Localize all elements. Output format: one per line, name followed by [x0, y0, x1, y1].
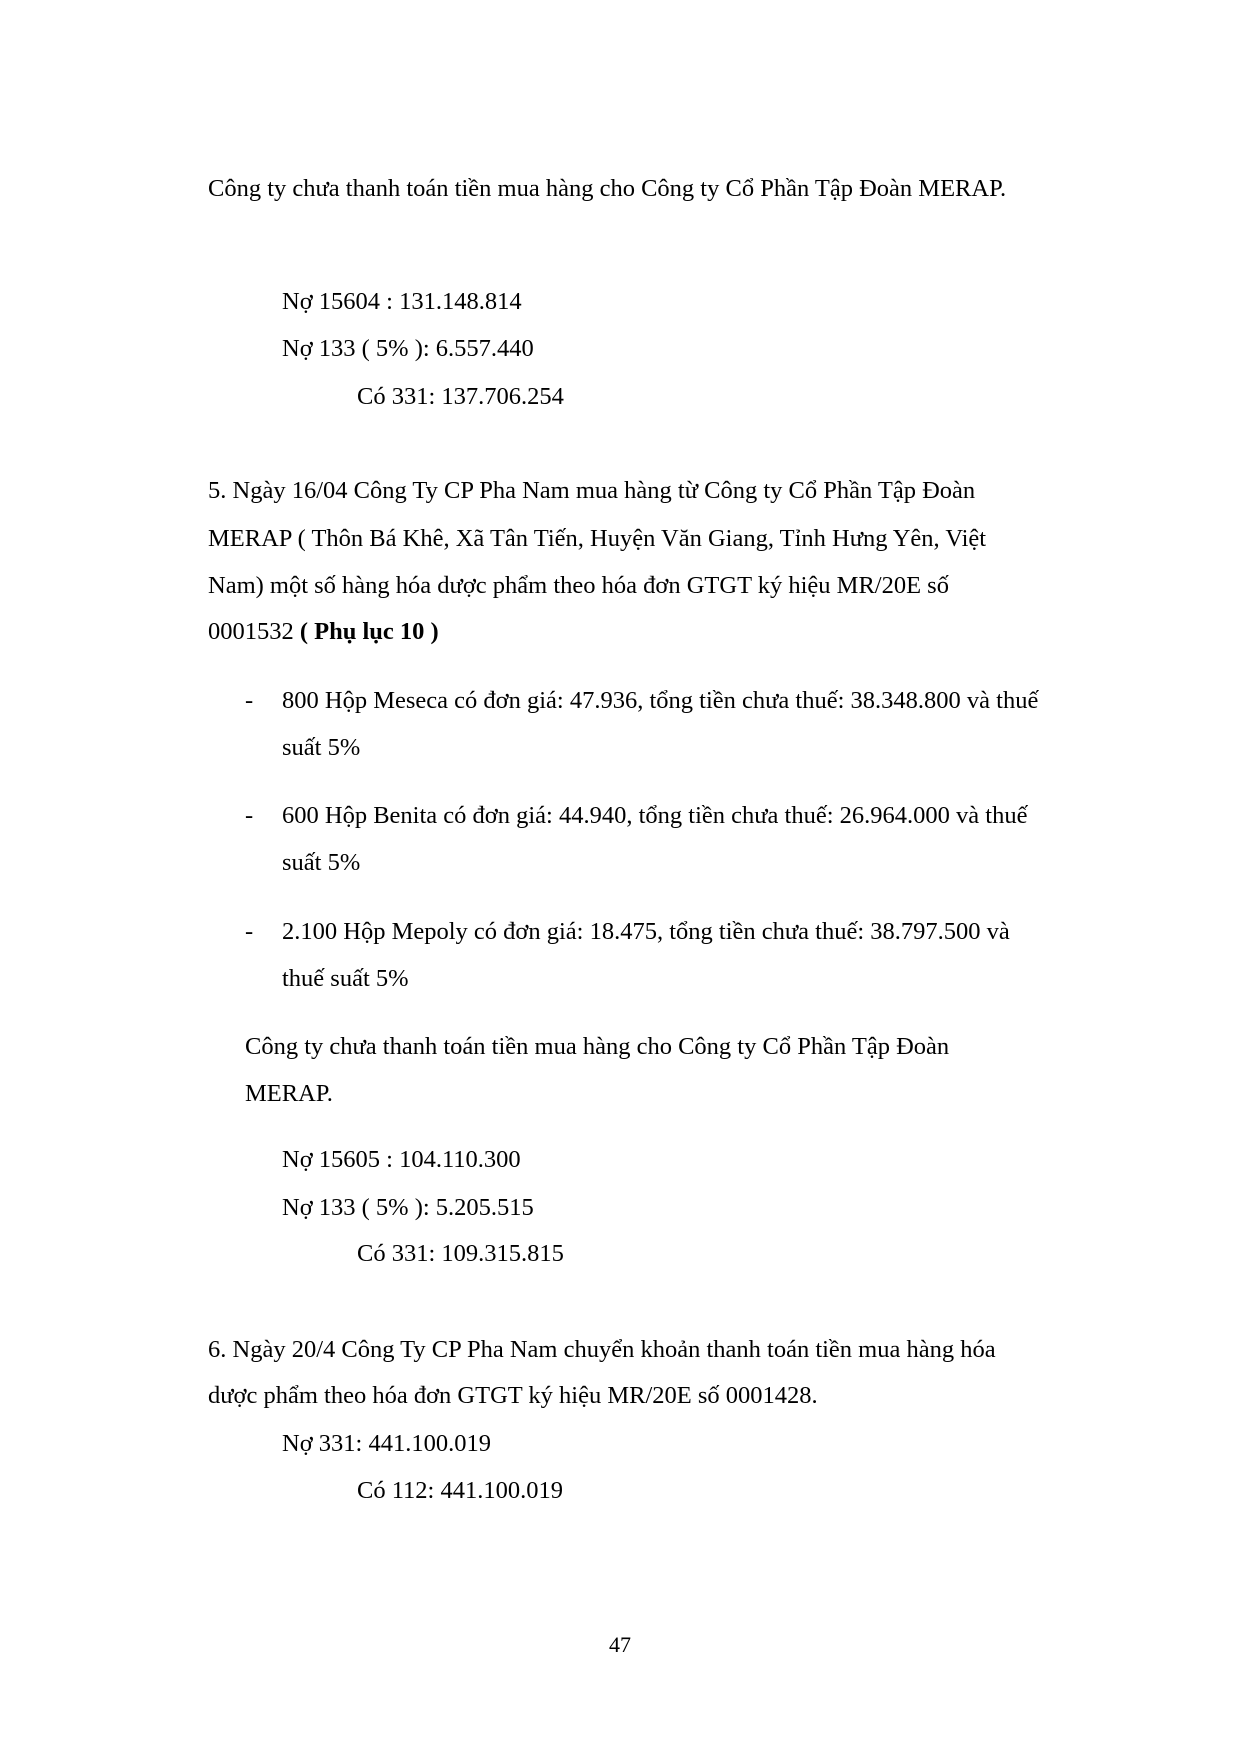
prev-entry-debit-133: Nợ 133 ( 5% ): 6.557.440 — [282, 335, 534, 362]
item5-line-4 — [208, 620, 439, 645]
prev-entry-debit-15604: Nợ 15604 : 131.148.814 — [282, 288, 522, 315]
item5-entry-credit-331: Có 331: 109.315.815 — [357, 1240, 564, 1267]
item5-entry-debit-15605: Nợ 15605 : 104.110.300 — [282, 1146, 521, 1173]
bullet-benita-line-2: suất 5% — [282, 849, 361, 876]
bullet-marker: - — [245, 918, 254, 945]
appendix-reference: ( Phụ lục 10 ) — [299, 618, 439, 645]
item5-summary-line-1: Công ty chưa thanh toán tiền mua hàng cho Công ty Cổ Phần Tập Đoàn — [245, 1033, 950, 1060]
prev-summary-text: Công ty chưa thanh toán tiền mua hàng cho Công ty Cổ Phần Tập Đoàn MERAP. — [208, 175, 1007, 202]
item6-line-1: 6. Ngày 20/4 Công Ty CP Pha Nam chuyển khoản thanh toán tiền mua hàng hóa — [208, 1336, 996, 1363]
bullet-meseca-line-1: 800 Hộp Meseca có đơn giá: 47.936, tổng tiền chưa thuế: 38.348.800 và thuế — [282, 687, 1039, 714]
item6-entry-debit-331: Nợ 331: 441.100.019 — [282, 1430, 491, 1457]
prev-entry-credit-331: Có 331: 137.706.254 — [357, 383, 564, 410]
item5-line-3: Nam) một số hàng hóa dược phẩm theo hóa đơn GTGT ký hiệu MR/20E số — [208, 572, 949, 599]
item5-entry-debit-133: Nợ 133 ( 5% ): 5.205.515 — [282, 1194, 534, 1221]
page-number: 47 — [609, 1632, 631, 1657]
bullet-marker: - — [245, 687, 254, 714]
bullet-meseca-line-2: suất 5% — [282, 734, 361, 761]
bullet-marker: - — [245, 802, 254, 829]
bullet-mepoly-line-2: thuế suất 5% — [282, 965, 409, 992]
item5-summary-line-2: MERAP. — [245, 1080, 333, 1107]
item5-line-1: 5. Ngày 16/04 Công Ty CP Pha Nam mua hàng từ Công ty Cổ Phần Tập Đoàn — [208, 477, 976, 504]
bullet-benita-line-1: 600 Hộp Benita có đơn giá: 44.940, tổng tiền chưa thuế: 26.964.000 và thuế — [282, 802, 1028, 829]
invoice-number: 0001532 — [208, 618, 300, 645]
item6-line-2: dược phẩm theo hóa đơn GTGT ký hiệu MR/20E số 0001428. — [208, 1382, 818, 1409]
item6-entry-credit-112: Có 112: 441.100.019 — [357, 1477, 563, 1504]
bullet-mepoly-line-1: 2.100 Hộp Mepoly có đơn giá: 18.475, tổng tiền chưa thuế: 38.797.500 và — [282, 918, 1010, 945]
item5-line-2: MERAP ( Thôn Bá Khê, Xã Tân Tiến, Huyện Văn Giang, Tỉnh Hưng Yên, Việt — [208, 525, 987, 552]
